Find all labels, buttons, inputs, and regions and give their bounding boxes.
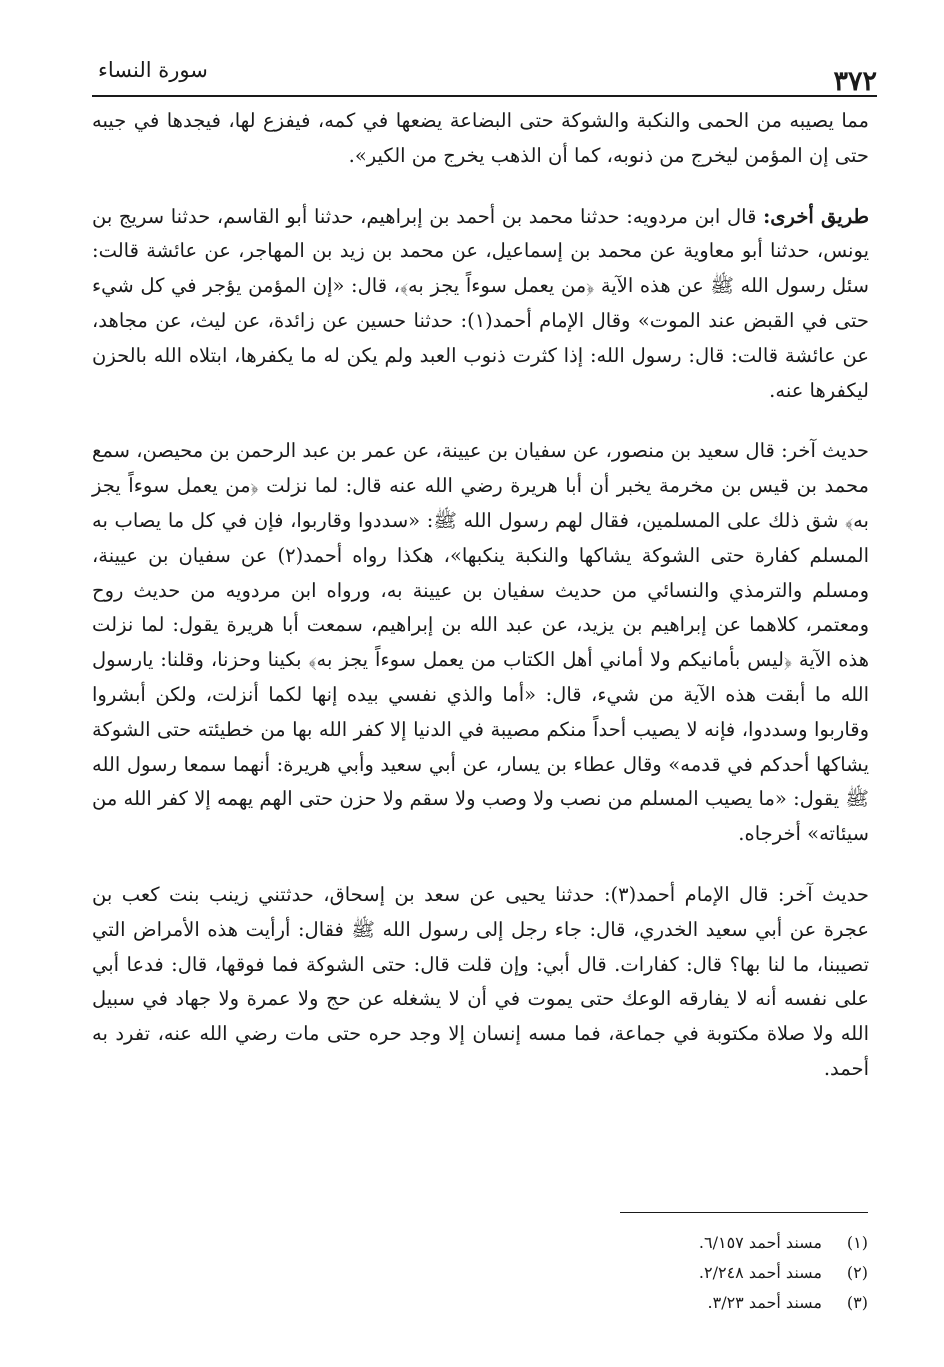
paragraph-text: قال ابن مردويه: حدثنا محمد بن أحمد بن إبراهيم، حدثنا أبو القاسم، حدثنا سريج بن يونس، حدثنا أبو معاوية عن محمد بن إسماعيل، عن محمد بن زيد بن المهاجر، عن عائشة قالت: سئل رسول الله ﷺ عن هذه الآية ﴿من يعمل سوءاً يجز به﴾، قال: «إن المؤمن يؤجر في كل شيء حتى في القبض عند الموت» وقال الإمام أحمد(١): حدثنا حسين عن زائدة، عن ليث، عن مجاهد، عن عائشة قالت: قال: رسول الله: إذا كثرت ذنوب العبد ولم يكن له ما يكفرها، ابتلاه الله بالحزن ليكفرها عنه. (92, 204, 869, 402)
footnote (568, 1228, 868, 1258)
page-number: ٣٧٢ (833, 66, 877, 97)
footnotes (568, 1228, 868, 1318)
header-rule (92, 95, 877, 97)
footnote (568, 1288, 868, 1318)
paragraph-lead: طريق أخرى: (763, 204, 870, 228)
footnote-text: مسند أحمد ٣/٢٣. (707, 1293, 822, 1312)
paragraph-text: مما يصيبه من الحمى والنكبة والشوكة حتى البضاعة يضعها في كمه، فيفزع لها، فيجدها في جيبه حتى إن المؤمن ليخرج من ذنوبه، كما أن الذهب يخرج من الكير». (92, 109, 869, 167)
footnote-rule (620, 1212, 868, 1213)
footnote-number: (٢) (846, 1263, 868, 1282)
main-text (92, 104, 869, 1087)
footnote (568, 1258, 868, 1288)
paragraph (92, 434, 869, 852)
footnote-text: مسند أحمد ٢/٢٤٨. (698, 1263, 822, 1282)
paragraph (92, 200, 869, 409)
paragraph (92, 104, 869, 174)
footnote-text: مسند أحمد ٦/١٥٧. (698, 1233, 822, 1252)
footnote-number: (١) (846, 1233, 868, 1252)
footnote-number: (٣) (846, 1293, 868, 1312)
paragraph-text: قال سعيد بن منصور، عن سفيان بن عيينة، عن عمر بن عبد الرحمن بن محيصن، سمع محمد بن قيس بن مخرمة يخبر أن أبا هريرة رضي الله عنه قال: لما نزلت ﴿من يعمل سوءاً يجز به﴾ شق ذلك على المسلمين، فقال لهم رسول الله ﷺ: «سددوا وقاربوا، فإن في كل ما يصاب به المسلم كفارة حتى الشوكة يشاكها والنكبة ينكبها»، هكذا رواه أحمد(٢) عن سفيان بن عيينة، ومسلم والترمذي والنسائي من حديث سفيان بن عيينة به، ورواه ابن مردويه من حديث روح ومعتمر، كلاهما عن إبراهيم بن يزيد، عن عبد الله بن إبراهيم، سمعت أبا هريرة يقول: لما نزلت هذه الآية ﴿ليس بأمانيكم ولا أماني أهل الكتاب من يعمل سوءاً يجز به﴾ بكينا وحزنا، وقلنا: يارسول الله ما أبقت هذه الآية من شيء، قال: «أما والذي نفسي بيده إنها لكما أنزلت، ولكن أبشروا وقاربوا وسددوا، فإنه لا يصيب أحداً منكم مصيبة في الدنيا إلا كفر الله بها من خطيئته حتى الشوكة يشاكها أحدكم في قدمه» وقال عطاء بن يسار، عن أبي سعيد وأبي هريرة: أنهما سمعا رسول الله ﷺ يقول: «ما يصيب المسلم من نصب ولا وصب ولا سقم ولا حزن حتى الهم يهمه إلا كفر الله من سيئاته» أخرجاه. (92, 439, 870, 846)
running-title: سورة النساء (98, 58, 208, 82)
paragraph (92, 878, 869, 1087)
paragraph-lead: حديث آخر: (777, 882, 869, 906)
page-header (92, 52, 877, 96)
paragraph-lead: حديث آخر: (781, 439, 869, 463)
paragraph-text: قال الإمام أحمد(٣): حدثنا يحيى عن سعد بن إسحاق، حدثتني زينب بنت كعب بن عجرة عن أبي سعيد الخدري، قال: جاء رجل إلى رسول الله ﷺ فقال: أرأيت هذه الأمراض التي تصيبنا، ما لنا بها؟ قال: كفارات. قال أبي: وإن قلت قال: حتى الشوكة فما فوقها، قال: فدعا أبي على نفسه أنه لا يفارقه الوعك حتى يموت في أن لا يشغله عن حج ولا عمرة ولا جهاد في سبيل الله ولا صلاة مكتوبة في جماعة، فما مسه إنسان إلا وجد حره حتى مات رضي الله عنه، تفرد به أحمد. (92, 882, 869, 1080)
